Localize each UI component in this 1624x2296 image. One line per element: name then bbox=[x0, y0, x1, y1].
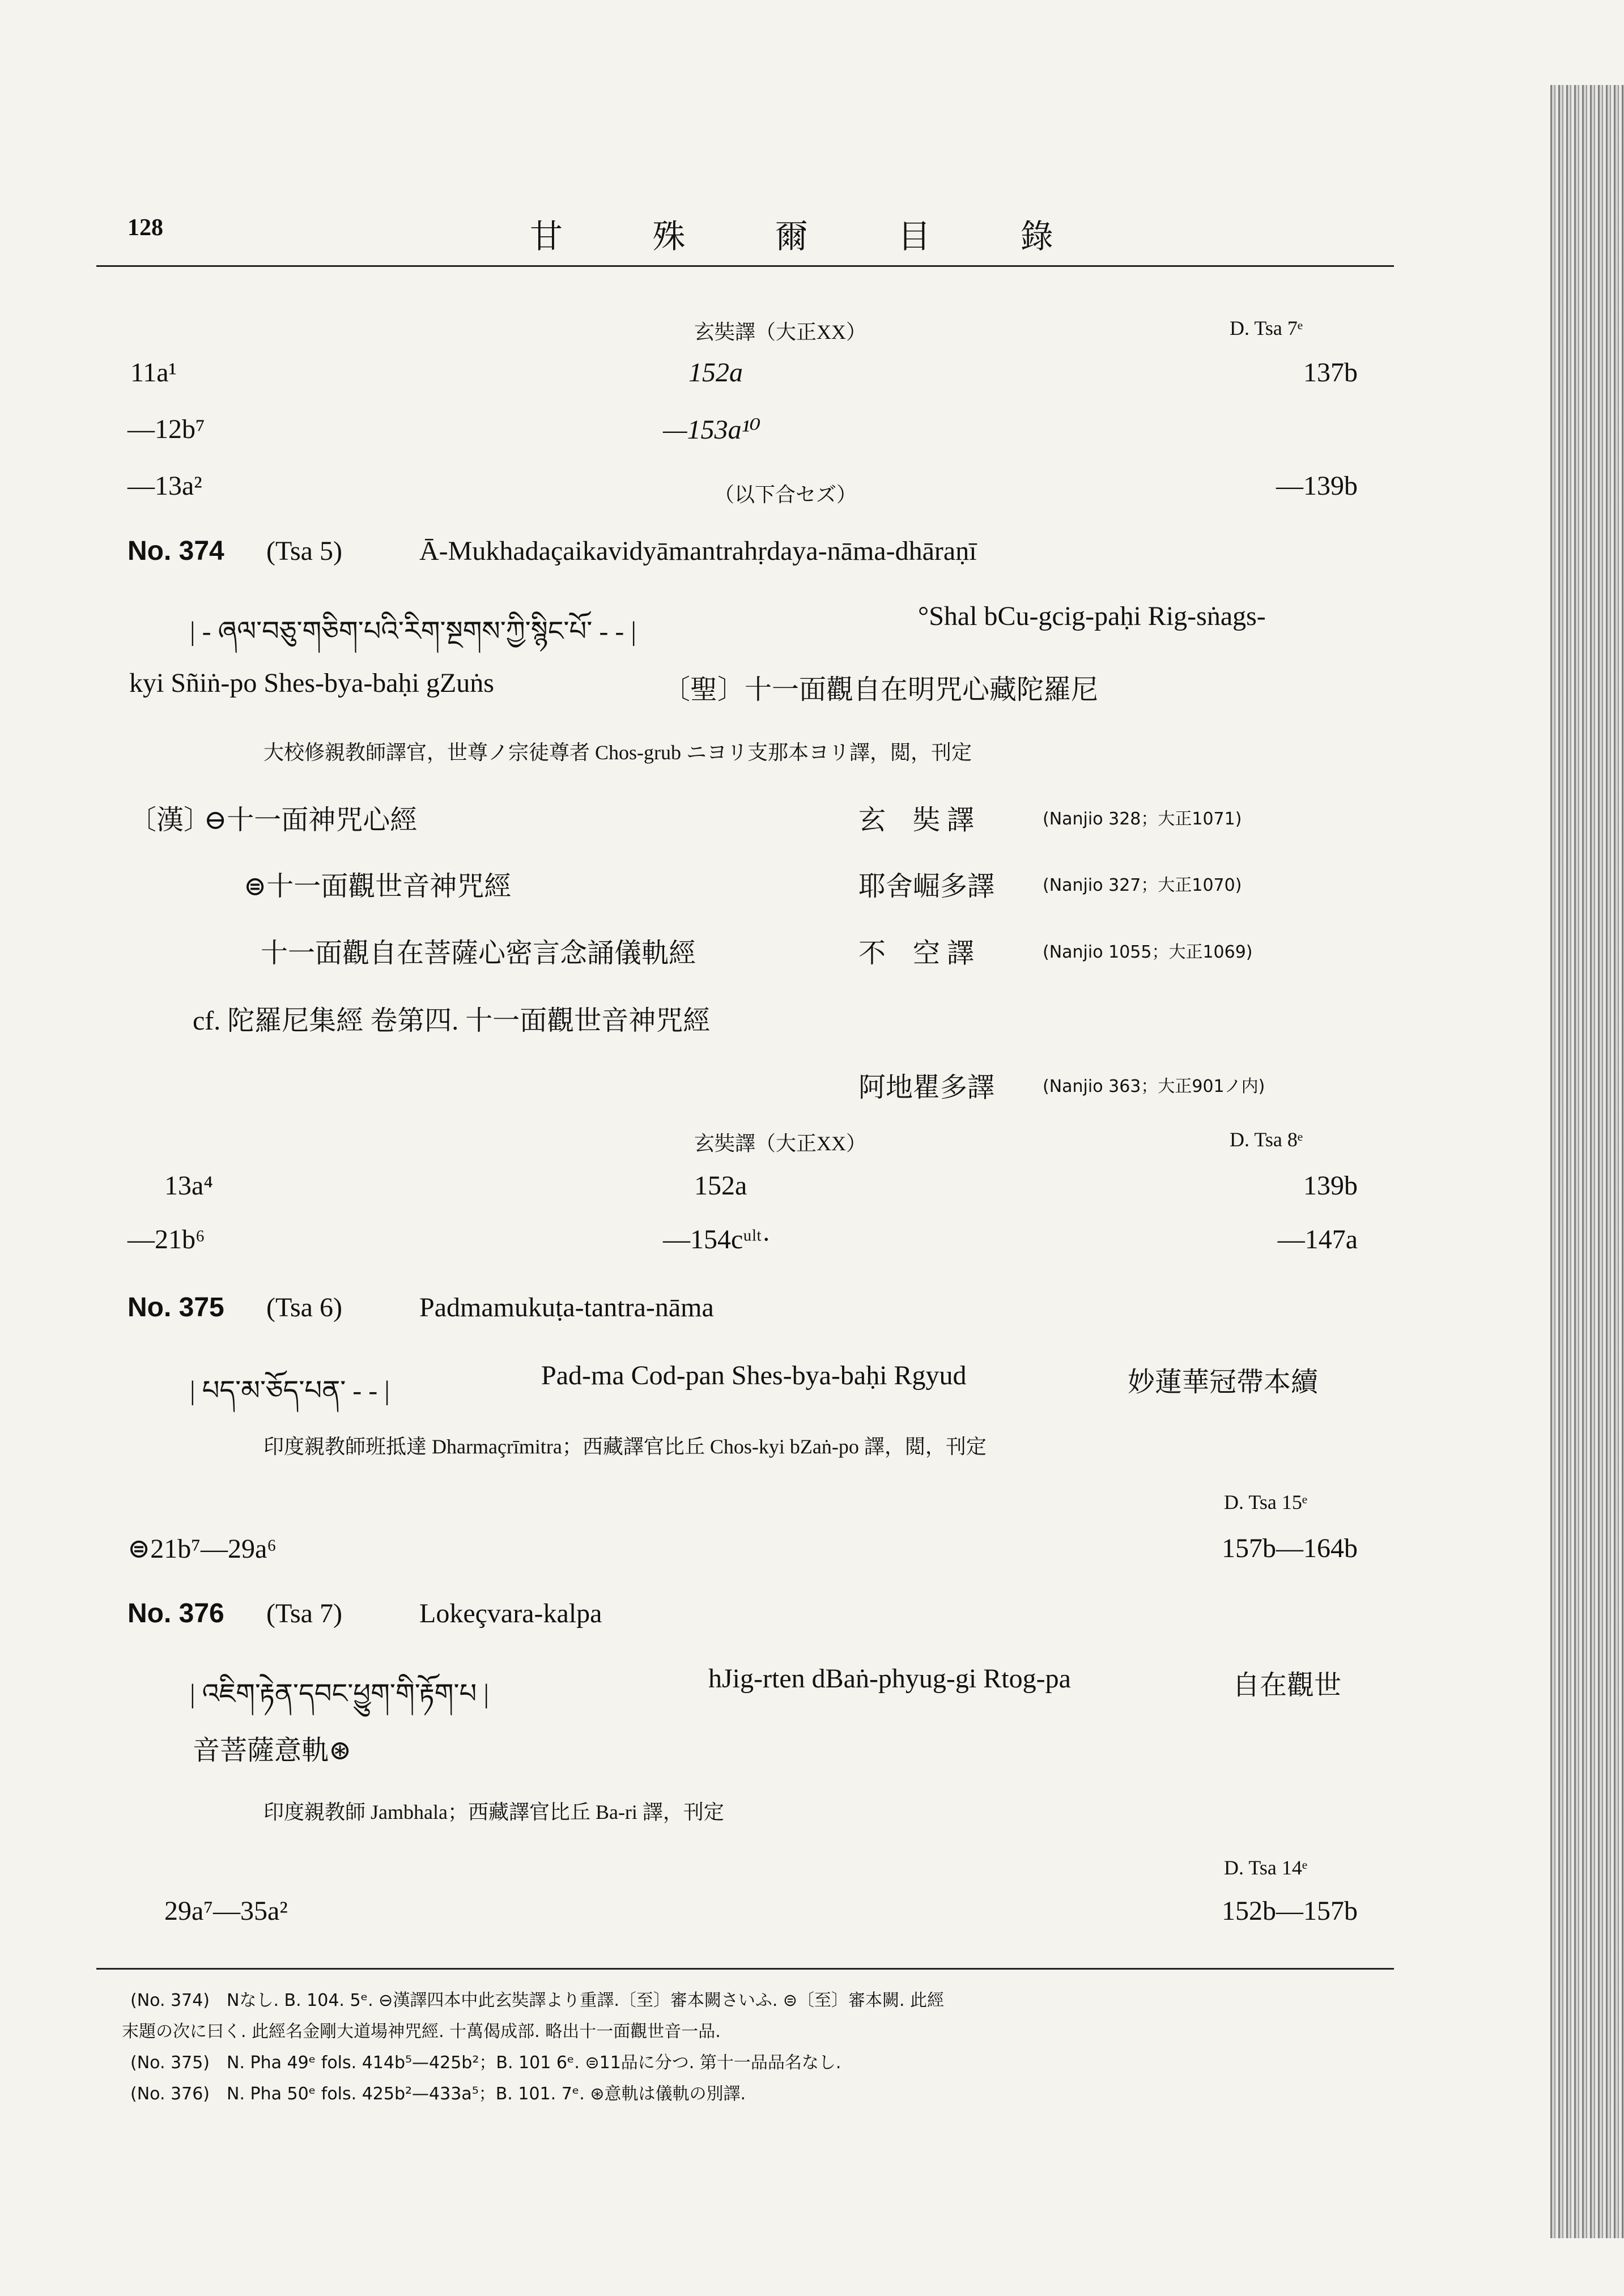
cell-right: —139b bbox=[1276, 471, 1358, 501]
cell-left: ⊜21b⁷—29a⁶ bbox=[127, 1534, 277, 1564]
chinese-title: 音菩薩意軌⊛ bbox=[193, 1736, 352, 1766]
cf-line: cf. 陀羅尼集經 卷第四. 十一面觀世音神咒經 bbox=[193, 1006, 711, 1036]
entry-number: No. 375 bbox=[127, 1292, 224, 1323]
cell-mid: —153a¹⁰ bbox=[663, 415, 761, 445]
d-label: D. Tsa 8ᵉ bbox=[1230, 1128, 1303, 1151]
cell-left: 29a⁷—35a² bbox=[164, 1896, 288, 1926]
cell-left: 13a⁴ bbox=[164, 1171, 214, 1201]
tibetan-romanized: Pad-ma Cod-pan Shes-bya-baḥi Rgyud bbox=[541, 1360, 967, 1391]
cell-mid: —154cᵘˡᵗ· bbox=[663, 1224, 771, 1255]
cell-right: 152b—157b bbox=[1222, 1896, 1358, 1926]
han-translator: 玄 奘 譯 bbox=[858, 805, 975, 835]
han-title: 十一面觀自在菩薩心密言念誦儀軌經 bbox=[261, 938, 696, 968]
cell-left: —21b⁶ bbox=[127, 1224, 205, 1255]
translators-line: 印度親教師 Jambhala；西藏譯官比丘 Ba-ri 譯，刊定 bbox=[263, 1801, 724, 1823]
entry-number: No. 374 bbox=[127, 536, 224, 566]
scan-edge bbox=[1550, 85, 1624, 2238]
translators-line: 印度親教師班抵達 Dharmaçrīmitra；西藏譯官比丘 Chos-kyi bZaṅ-po 譯，閲，刊定 bbox=[263, 1435, 987, 1458]
tibetan-script-title: | - ཞལ་བཅུ་གཅིག་པའི་རིག་སྔགས་ཀྱི་སྙིང་པོ་ - - | bbox=[190, 616, 636, 647]
cell-left: —12b⁷ bbox=[127, 414, 205, 444]
han-ref: (Nanjio 1055；大正1069) bbox=[1043, 942, 1253, 962]
d-label: D. Tsa 14ᵉ bbox=[1224, 1856, 1308, 1879]
d-label: D. Tsa 15ᵉ bbox=[1224, 1491, 1308, 1513]
han-title: ⊖十一面神咒心經 bbox=[204, 805, 418, 835]
footnote-line: (No. 374) Nなし. B. 104. 5ᵉ. ⊖漢譯四本中此玄奘譯より重譯.〔至〕審本闕さいふ. ⊜〔至〕審本闕. 此經 bbox=[130, 1991, 945, 2010]
footnote-rule bbox=[96, 1968, 1394, 1970]
chinese-title: 自在觀世 bbox=[1232, 1670, 1342, 1700]
tibetan-romanized: °Shal bCu-gcig-paḥi Rig-sṅags- bbox=[918, 601, 1266, 631]
han-ref: (Nanjio 328；大正1071) bbox=[1043, 809, 1242, 829]
chinese-title: 〔聖〕十一面觀自在明咒心藏陀羅尼 bbox=[663, 675, 1099, 705]
cell-right: —147a bbox=[1277, 1224, 1358, 1255]
header-rule bbox=[96, 265, 1394, 267]
cf-ref: (Nanjio 363；大正901ノ内) bbox=[1043, 1077, 1265, 1096]
han-translator: 耶舍崛多譯 bbox=[858, 871, 995, 902]
tibetan-script-title: | པད་མ་ཅོད་པན་ - - | bbox=[190, 1376, 390, 1406]
d-label: D. Tsa 7ᵉ bbox=[1230, 317, 1303, 339]
tibetan-script-title: | འཇིག་རྟེན་དབང་ཕྱུག་གི་རྟོག་པ | bbox=[190, 1679, 489, 1709]
footnote-line: (No. 376) N. Pha 50ᵉ fols. 425b²—433a⁵；B. 101. 7ᵉ. ⊛意軌は儀軌の別譯. bbox=[130, 2084, 746, 2104]
footnote-line: (No. 375) N. Pha 49ᵉ fols. 414b⁵—425b²；B. 101 6ᵉ. ⊜11品に分つ. 第十一品品名なし. bbox=[130, 2053, 841, 2073]
entry-tsa: (Tsa 7) bbox=[266, 1598, 342, 1629]
cell-right: 157b—164b bbox=[1222, 1533, 1358, 1563]
xuanzang-label: 玄奘譯（大正XX） bbox=[694, 321, 866, 343]
page-title: 甘 殊 爾 目 錄 bbox=[530, 217, 1093, 256]
cf-translator: 阿地瞿多譯 bbox=[858, 1073, 995, 1103]
entry-sanskrit-title: Ā-Mukhadaçaikavidyāmantrahṛdaya-nāma-dhāraṇī bbox=[419, 536, 977, 566]
entry-sanskrit-title: Padmamukuṭa-tantra-nāma bbox=[419, 1292, 714, 1323]
han-translator: 不 空 譯 bbox=[858, 938, 975, 968]
cell-left: —13a² bbox=[127, 471, 202, 501]
cell-left: 11a¹ bbox=[130, 358, 177, 388]
translators-line: 大校修親教師譯官，世尊ノ宗徒尊者 Chos-grub ニヨリ支那本ヨリ譯，閲，刊定 bbox=[263, 741, 972, 764]
xuanzang-label: 玄奘譯（大正XX） bbox=[694, 1132, 866, 1155]
chinese-title: 妙蓮華冠帶本續 bbox=[1128, 1367, 1319, 1397]
entry-tsa: (Tsa 6) bbox=[266, 1292, 342, 1323]
han-label: 〔漢〕 bbox=[129, 805, 211, 835]
cell-right: 137b bbox=[1303, 358, 1358, 388]
page-number: 128 bbox=[127, 215, 163, 241]
han-title: ⊜十一面觀世音神咒經 bbox=[244, 871, 512, 902]
han-ref: (Nanjio 327；大正1070) bbox=[1043, 875, 1242, 895]
cell-mid: （以下合セズ） bbox=[714, 483, 857, 506]
entry-tsa: (Tsa 5) bbox=[266, 536, 342, 566]
cell-right: 139b bbox=[1303, 1171, 1358, 1201]
footnote-line: 末題の次に曰く. 此經名金剛大道場神咒經. 十萬偈成部. 略出十一面觀世音一品. bbox=[122, 2022, 721, 2042]
tibetan-romanized: hJig-rten dBaṅ-phyug-gi Rtog-pa bbox=[708, 1664, 1071, 1694]
cell-mid: 152a bbox=[688, 358, 743, 388]
cell-mid: 152a bbox=[694, 1171, 747, 1201]
tibetan-romanized: kyi Sñiṅ-po Shes-bya-baḥi gZuṅs bbox=[129, 668, 494, 698]
entry-number: No. 376 bbox=[127, 1598, 224, 1629]
entry-sanskrit-title: Lokeçvara-kalpa bbox=[419, 1598, 602, 1629]
